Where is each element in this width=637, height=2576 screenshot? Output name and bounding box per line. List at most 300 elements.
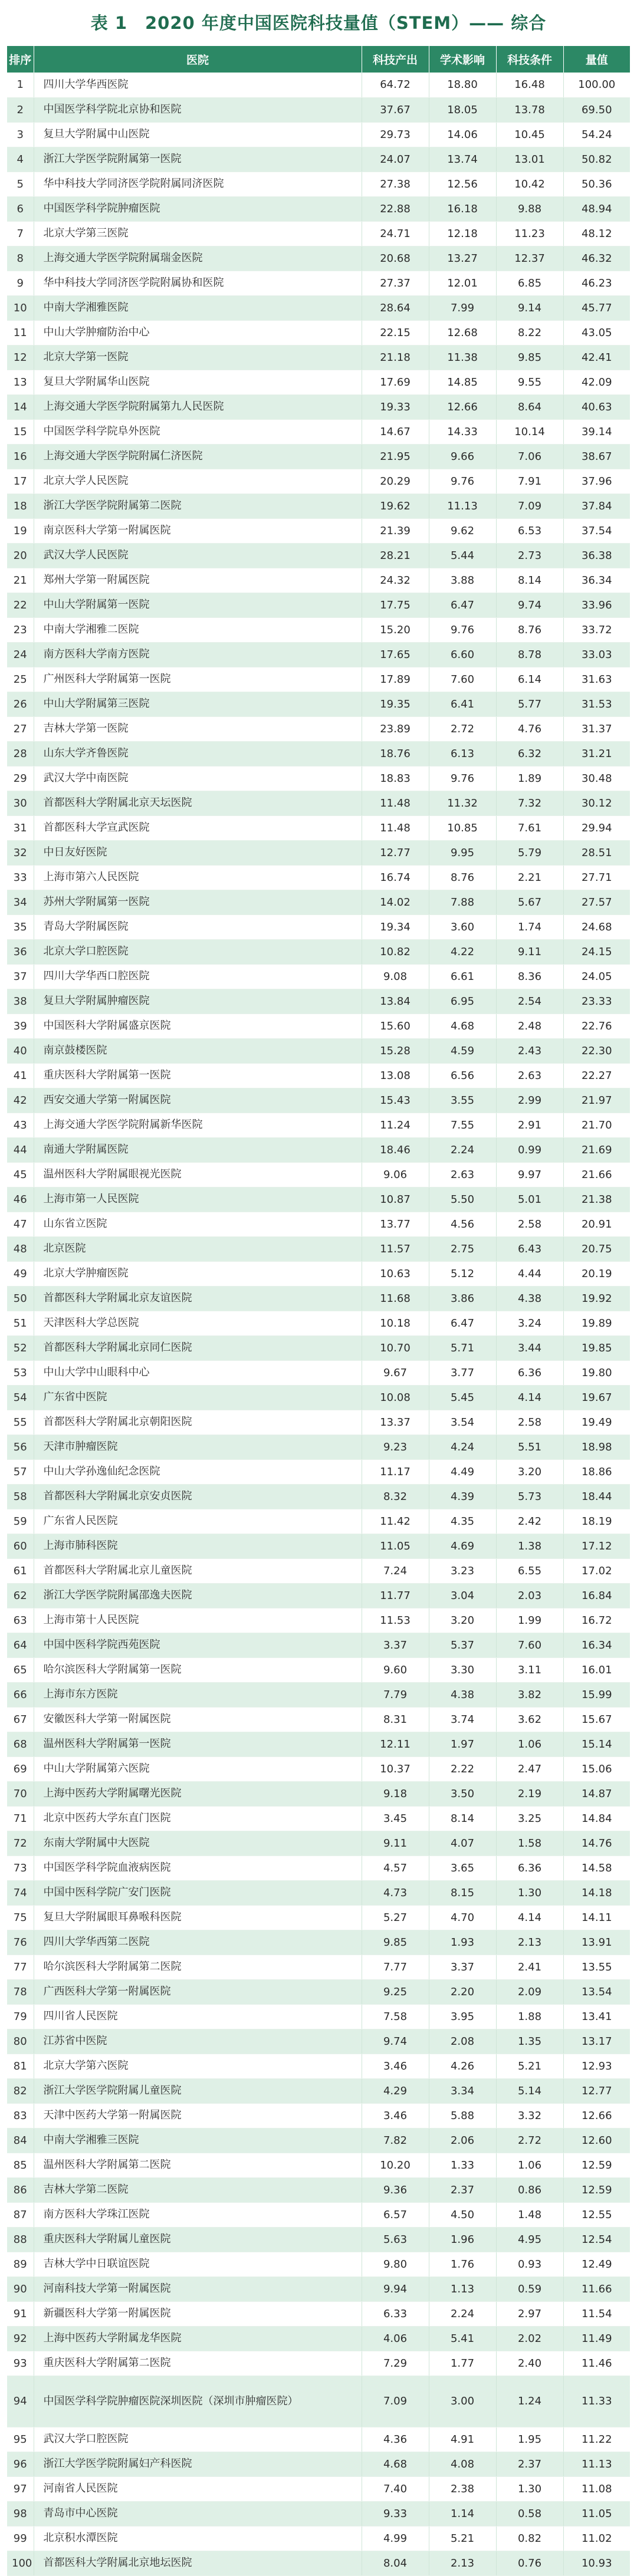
cell-value: 30.48 [563, 766, 630, 791]
cell-impact: 12.66 [429, 394, 496, 419]
cell-rank: 91 [7, 2301, 34, 2326]
cell-impact: 6.95 [429, 989, 496, 1014]
cell-hospital: 北京大学人民医院 [34, 469, 362, 494]
cell-output: 4.06 [362, 2326, 429, 2351]
cell-impact: 12.01 [429, 271, 496, 295]
cell-value: 14.84 [563, 1806, 630, 1831]
cell-rank: 33 [7, 865, 34, 890]
cell-condition: 10.45 [496, 122, 563, 147]
cell-hospital: 浙江大学医学院附属邵逸夫医院 [34, 1583, 362, 1608]
cell-hospital: 上海市东方医院 [34, 1682, 362, 1707]
cell-value: 11.02 [563, 2526, 630, 2551]
cell-output: 22.15 [362, 320, 429, 345]
cell-rank: 21 [7, 568, 34, 593]
cell-rank: 78 [7, 1979, 34, 2004]
cell-value: 15.06 [563, 1756, 630, 1781]
cell-value: 28.51 [563, 840, 630, 865]
cell-value: 19.89 [563, 1311, 630, 1335]
cell-rank: 84 [7, 2128, 34, 2153]
table-row [7, 2376, 630, 2427]
cell-impact: 14.06 [429, 122, 496, 147]
cell-output: 9.80 [362, 2252, 429, 2276]
cell-impact: 2.20 [429, 1979, 496, 2004]
cell-impact: 7.99 [429, 295, 496, 320]
cell-impact: 3.34 [429, 2078, 496, 2103]
cell-rank: 25 [7, 667, 34, 692]
cell-hospital: 重庆医科大学附属第一医院 [34, 1063, 362, 1088]
cell-condition: 6.36 [496, 1855, 563, 1880]
cell-output: 3.46 [362, 2054, 429, 2078]
column-header-hospital: 医院 [34, 46, 362, 73]
cell-rank: 4 [7, 147, 34, 172]
cell-output: 6.33 [362, 2301, 429, 2326]
cell-hospital: 广西医科大学第一附属医院 [34, 1979, 362, 2004]
cell-impact: 2.22 [429, 1756, 496, 1781]
cell-rank: 1 [7, 73, 34, 97]
cell-condition: 2.48 [496, 1014, 563, 1038]
table-row [7, 543, 630, 568]
cell-impact: 3.60 [429, 914, 496, 939]
cell-hospital: 广东省中医院 [34, 1385, 362, 1410]
cell-output: 7.29 [362, 2351, 429, 2376]
cell-output: 4.57 [362, 1855, 429, 1880]
cell-value: 33.96 [563, 593, 630, 617]
cell-impact: 6.61 [429, 964, 496, 989]
cell-hospital: 首都医科大学附属北京朝阳医院 [34, 1410, 362, 1435]
cell-impact: 4.56 [429, 1212, 496, 1236]
cell-value: 12.93 [563, 2054, 630, 2078]
cell-hospital: 上海交通大学医学院附属新华医院 [34, 1113, 362, 1137]
cell-output: 10.87 [362, 1187, 429, 1212]
table-row [7, 1855, 630, 1880]
cell-impact: 5.44 [429, 543, 496, 568]
cell-hospital: 浙江大学医学院附属第二医院 [34, 494, 362, 518]
cell-rank: 50 [7, 1286, 34, 1311]
cell-output: 9.08 [362, 964, 429, 989]
cell-impact: 3.55 [429, 1088, 496, 1113]
cell-rank: 83 [7, 2103, 34, 2128]
cell-output: 11.53 [362, 1608, 429, 1633]
table-row [7, 840, 630, 865]
cell-value: 33.03 [563, 642, 630, 667]
cell-output: 12.11 [362, 1732, 429, 1756]
column-header-output: 科技产出 [362, 46, 429, 73]
cell-output: 27.38 [362, 172, 429, 196]
cell-rank: 72 [7, 1831, 34, 1855]
table-row [7, 494, 630, 518]
cell-value: 37.96 [563, 469, 630, 494]
cell-value: 39.14 [563, 419, 630, 444]
cell-hospital: 江苏省中医院 [34, 2029, 362, 2054]
cell-impact: 4.08 [429, 2452, 496, 2476]
cell-hospital: 华中科技大学同济医学院附属同济医院 [34, 172, 362, 196]
table-row [7, 97, 630, 122]
cell-output: 9.25 [362, 1979, 429, 2004]
cell-value: 46.32 [563, 246, 630, 271]
cell-value: 30.12 [563, 791, 630, 815]
table-body [7, 73, 630, 2575]
cell-output: 11.05 [362, 1534, 429, 1558]
cell-impact: 10.85 [429, 815, 496, 840]
cell-condition: 2.37 [496, 2452, 563, 2476]
cell-value: 23.33 [563, 989, 630, 1014]
cell-rank: 61 [7, 1558, 34, 1583]
cell-rank: 43 [7, 1113, 34, 1137]
cell-impact: 3.50 [429, 1781, 496, 1806]
cell-rank: 13 [7, 370, 34, 394]
cell-condition: 1.58 [496, 1831, 563, 1855]
cell-value: 24.68 [563, 914, 630, 939]
cell-output: 22.88 [362, 196, 429, 221]
cell-value: 11.05 [563, 2501, 630, 2526]
cell-impact: 13.27 [429, 246, 496, 271]
cell-impact: 5.71 [429, 1335, 496, 1360]
cell-condition: 8.64 [496, 394, 563, 419]
table-row [7, 394, 630, 419]
cell-impact: 11.38 [429, 345, 496, 370]
cell-hospital: 南京鼓楼医院 [34, 1038, 362, 1063]
cell-output: 3.45 [362, 1806, 429, 1831]
cell-hospital: 中国中医科学院西苑医院 [34, 1633, 362, 1657]
cell-condition: 1.99 [496, 1608, 563, 1633]
cell-rank: 59 [7, 1509, 34, 1534]
cell-impact: 6.47 [429, 1311, 496, 1335]
cell-condition: 3.11 [496, 1657, 563, 1682]
cell-value: 19.67 [563, 1385, 630, 1410]
table-row [7, 1608, 630, 1633]
cell-output: 18.76 [362, 741, 429, 766]
cell-output: 12.77 [362, 840, 429, 865]
table-row [7, 1236, 630, 1261]
cell-value: 12.49 [563, 2252, 630, 2276]
cell-rank: 54 [7, 1385, 34, 1410]
cell-rank: 70 [7, 1781, 34, 1806]
cell-condition: 1.89 [496, 766, 563, 791]
cell-output: 19.35 [362, 692, 429, 716]
cell-hospital: 北京大学第六医院 [34, 2054, 362, 2078]
cell-condition: 6.36 [496, 1360, 563, 1385]
table-row [7, 791, 630, 815]
cell-rank: 56 [7, 1435, 34, 1459]
table-row [7, 1385, 630, 1410]
table-row [7, 1955, 630, 1979]
cell-condition: 2.19 [496, 1781, 563, 1806]
cell-condition: 2.02 [496, 2326, 563, 2351]
table-row [7, 2452, 630, 2476]
cell-value: 54.24 [563, 122, 630, 147]
cell-output: 4.68 [362, 2452, 429, 2476]
column-header-condition: 科技条件 [496, 46, 563, 73]
cell-rank: 30 [7, 791, 34, 815]
cell-hospital: 苏州大学附属第一医院 [34, 890, 362, 914]
cell-hospital: 复旦大学附属中山医院 [34, 122, 362, 147]
cell-condition: 12.37 [496, 246, 563, 271]
cell-rank: 79 [7, 2004, 34, 2029]
cell-impact: 11.13 [429, 494, 496, 518]
cell-hospital: 浙江大学医学院附属妇产科医院 [34, 2452, 362, 2476]
cell-rank: 26 [7, 692, 34, 716]
column-header-rank: 排序 [7, 46, 34, 73]
cell-rank: 65 [7, 1657, 34, 1682]
cell-rank: 82 [7, 2078, 34, 2103]
cell-value: 21.69 [563, 1137, 630, 1162]
cell-value: 22.76 [563, 1014, 630, 1038]
table-row [7, 1187, 630, 1212]
cell-impact: 2.24 [429, 1137, 496, 1162]
cell-value: 18.19 [563, 1509, 630, 1534]
cell-hospital: 哈尔滨医科大学附属第二医院 [34, 1955, 362, 1979]
cell-rank: 6 [7, 196, 34, 221]
cell-condition: 9.74 [496, 593, 563, 617]
cell-output: 9.23 [362, 1435, 429, 1459]
cell-impact: 3.88 [429, 568, 496, 593]
cell-condition: 2.40 [496, 2351, 563, 2376]
cell-rank: 94 [7, 2376, 34, 2427]
cell-value: 31.53 [563, 692, 630, 716]
table-row [7, 1831, 630, 1855]
cell-hospital: 上海市第六人民医院 [34, 865, 362, 890]
cell-condition: 0.93 [496, 2252, 563, 2276]
table-row [7, 370, 630, 394]
cell-hospital: 广东省人民医院 [34, 1509, 362, 1534]
cell-impact: 6.56 [429, 1063, 496, 1088]
cell-hospital: 首都医科大学宣武医院 [34, 815, 362, 840]
cell-value: 14.87 [563, 1781, 630, 1806]
cell-impact: 3.37 [429, 1955, 496, 1979]
cell-hospital: 中山大学附属第六医院 [34, 1756, 362, 1781]
cell-rank: 86 [7, 2177, 34, 2202]
cell-condition: 4.38 [496, 1286, 563, 1311]
cell-condition: 2.09 [496, 1979, 563, 2004]
cell-impact: 16.18 [429, 196, 496, 221]
cell-value: 12.59 [563, 2153, 630, 2177]
cell-output: 10.20 [362, 2153, 429, 2177]
cell-hospital: 北京大学肿瘤医院 [34, 1261, 362, 1286]
table-row [7, 419, 630, 444]
cell-value: 42.09 [563, 370, 630, 394]
cell-value: 48.12 [563, 221, 630, 246]
cell-output: 9.74 [362, 2029, 429, 2054]
cell-rank: 11 [7, 320, 34, 345]
table-row [7, 989, 630, 1014]
table-row [7, 1979, 630, 2004]
cell-condition: 8.78 [496, 642, 563, 667]
table-row [7, 2427, 630, 2452]
cell-value: 46.23 [563, 271, 630, 295]
cell-output: 15.60 [362, 1014, 429, 1038]
cell-rank: 40 [7, 1038, 34, 1063]
cell-hospital: 山东大学齐鲁医院 [34, 741, 362, 766]
cell-impact: 1.97 [429, 1732, 496, 1756]
cell-hospital: 北京大学口腔医院 [34, 939, 362, 964]
cell-rank: 20 [7, 543, 34, 568]
table-row [7, 593, 630, 617]
cell-value: 14.76 [563, 1831, 630, 1855]
cell-impact: 2.24 [429, 2301, 496, 2326]
cell-condition: 2.72 [496, 2128, 563, 2153]
cell-output: 17.75 [362, 593, 429, 617]
cell-value: 13.54 [563, 1979, 630, 2004]
cell-rank: 77 [7, 1955, 34, 1979]
cell-value: 10.93 [563, 2551, 630, 2575]
cell-condition: 6.14 [496, 667, 563, 692]
cell-impact: 7.60 [429, 667, 496, 692]
cell-output: 8.04 [362, 2551, 429, 2575]
table-row [7, 1509, 630, 1534]
cell-impact: 7.88 [429, 890, 496, 914]
cell-value: 31.63 [563, 667, 630, 692]
cell-value: 11.33 [563, 2376, 630, 2427]
cell-condition: 7.32 [496, 791, 563, 815]
cell-hospital: 中山大学附属第一医院 [34, 593, 362, 617]
cell-impact: 3.54 [429, 1410, 496, 1435]
cell-rank: 57 [7, 1459, 34, 1484]
cell-value: 42.41 [563, 345, 630, 370]
table-row [7, 1930, 630, 1955]
cell-rank: 5 [7, 172, 34, 196]
cell-output: 28.21 [362, 543, 429, 568]
cell-output: 9.33 [362, 2501, 429, 2526]
cell-hospital: 北京积水潭医院 [34, 2526, 362, 2551]
cell-hospital: 首都医科大学附属北京地坛医院 [34, 2551, 362, 2575]
cell-value: 14.58 [563, 1855, 630, 1880]
cell-value: 38.67 [563, 444, 630, 469]
cell-condition: 7.91 [496, 469, 563, 494]
cell-rank: 29 [7, 766, 34, 791]
cell-hospital: 首都医科大学附属北京同仁医院 [34, 1335, 362, 1360]
cell-impact: 9.76 [429, 766, 496, 791]
cell-rank: 36 [7, 939, 34, 964]
table-row [7, 1038, 630, 1063]
cell-impact: 5.12 [429, 1261, 496, 1286]
cell-output: 9.60 [362, 1657, 429, 1682]
cell-rank: 48 [7, 1236, 34, 1261]
cell-impact: 8.76 [429, 865, 496, 890]
cell-output: 13.84 [362, 989, 429, 1014]
cell-condition: 1.30 [496, 1880, 563, 1905]
cell-hospital: 浙江大学医学院附属第一医院 [34, 147, 362, 172]
cell-value: 12.77 [563, 2078, 630, 2103]
cell-hospital: 中国医学科学院血液病医院 [34, 1855, 362, 1880]
table-row [7, 716, 630, 741]
cell-output: 11.24 [362, 1113, 429, 1137]
cell-impact: 4.68 [429, 1014, 496, 1038]
cell-value: 21.66 [563, 1162, 630, 1187]
cell-impact: 18.80 [429, 73, 496, 97]
table-row [7, 964, 630, 989]
cell-rank: 44 [7, 1137, 34, 1162]
table-row [7, 469, 630, 494]
cell-rank: 71 [7, 1806, 34, 1831]
cell-rank: 3 [7, 122, 34, 147]
cell-hospital: 吉林大学第一医院 [34, 716, 362, 741]
table-row [7, 518, 630, 543]
cell-value: 21.97 [563, 1088, 630, 1113]
cell-output: 13.77 [362, 1212, 429, 1236]
table-row [7, 2078, 630, 2103]
cell-condition: 2.21 [496, 865, 563, 890]
cell-rank: 53 [7, 1360, 34, 1385]
table-row [7, 73, 630, 97]
cell-impact: 5.50 [429, 1187, 496, 1212]
table-row [7, 2476, 630, 2501]
table-row [7, 1657, 630, 1682]
cell-output: 24.32 [362, 568, 429, 593]
table-row [7, 246, 630, 271]
cell-condition: 3.24 [496, 1311, 563, 1335]
cell-output: 11.48 [362, 815, 429, 840]
cell-output: 19.62 [362, 494, 429, 518]
cell-rank: 10 [7, 295, 34, 320]
cell-hospital: 首都医科大学附属北京友谊医院 [34, 1286, 362, 1311]
cell-hospital: 新疆医科大学第一附属医院 [34, 2301, 362, 2326]
cell-rank: 32 [7, 840, 34, 865]
cell-impact: 5.41 [429, 2326, 496, 2351]
cell-rank: 58 [7, 1484, 34, 1509]
cell-condition: 9.14 [496, 295, 563, 320]
cell-condition: 1.30 [496, 2476, 563, 2501]
cell-impact: 8.15 [429, 1880, 496, 1905]
cell-value: 19.80 [563, 1360, 630, 1385]
cell-output: 28.64 [362, 295, 429, 320]
cell-value: 15.99 [563, 1682, 630, 1707]
table-row [7, 2526, 630, 2551]
cell-value: 36.38 [563, 543, 630, 568]
table-row [7, 2177, 630, 2202]
cell-output: 20.68 [362, 246, 429, 271]
cell-rank: 68 [7, 1732, 34, 1756]
cell-hospital: 中南大学湘雅医院 [34, 295, 362, 320]
cell-value: 24.05 [563, 964, 630, 989]
table-row [7, 1286, 630, 1311]
cell-impact: 9.76 [429, 469, 496, 494]
cell-impact: 6.60 [429, 642, 496, 667]
cell-rank: 99 [7, 2526, 34, 2551]
cell-impact: 1.13 [429, 2276, 496, 2301]
cell-rank: 60 [7, 1534, 34, 1558]
cell-rank: 100 [7, 2551, 34, 2575]
cell-value: 27.71 [563, 865, 630, 890]
cell-rank: 52 [7, 1335, 34, 1360]
table-row [7, 1088, 630, 1113]
cell-value: 13.41 [563, 2004, 630, 2029]
cell-hospital: 上海交通大学医学院附属第九人民医院 [34, 394, 362, 419]
table-row [7, 2153, 630, 2177]
cell-value: 12.54 [563, 2227, 630, 2252]
cell-impact: 1.77 [429, 2351, 496, 2376]
cell-hospital: 温州医科大学附属第一医院 [34, 1732, 362, 1756]
cell-output: 9.18 [362, 1781, 429, 1806]
cell-condition: 8.36 [496, 964, 563, 989]
cell-value: 17.02 [563, 1558, 630, 1583]
table-row [7, 667, 630, 692]
cell-condition: 9.97 [496, 1162, 563, 1187]
cell-impact: 12.56 [429, 172, 496, 196]
cell-condition: 2.58 [496, 1410, 563, 1435]
cell-condition: 2.63 [496, 1063, 563, 1088]
cell-value: 11.08 [563, 2476, 630, 2501]
cell-impact: 2.37 [429, 2177, 496, 2202]
cell-condition: 7.60 [496, 1633, 563, 1657]
cell-value: 18.98 [563, 1435, 630, 1459]
cell-impact: 3.95 [429, 2004, 496, 2029]
cell-impact: 11.32 [429, 791, 496, 815]
cell-hospital: 四川大学华西口腔医院 [34, 964, 362, 989]
cell-condition: 0.59 [496, 2276, 563, 2301]
cell-impact: 2.13 [429, 2551, 496, 2575]
cell-rank: 49 [7, 1261, 34, 1286]
cell-value: 11.22 [563, 2427, 630, 2452]
